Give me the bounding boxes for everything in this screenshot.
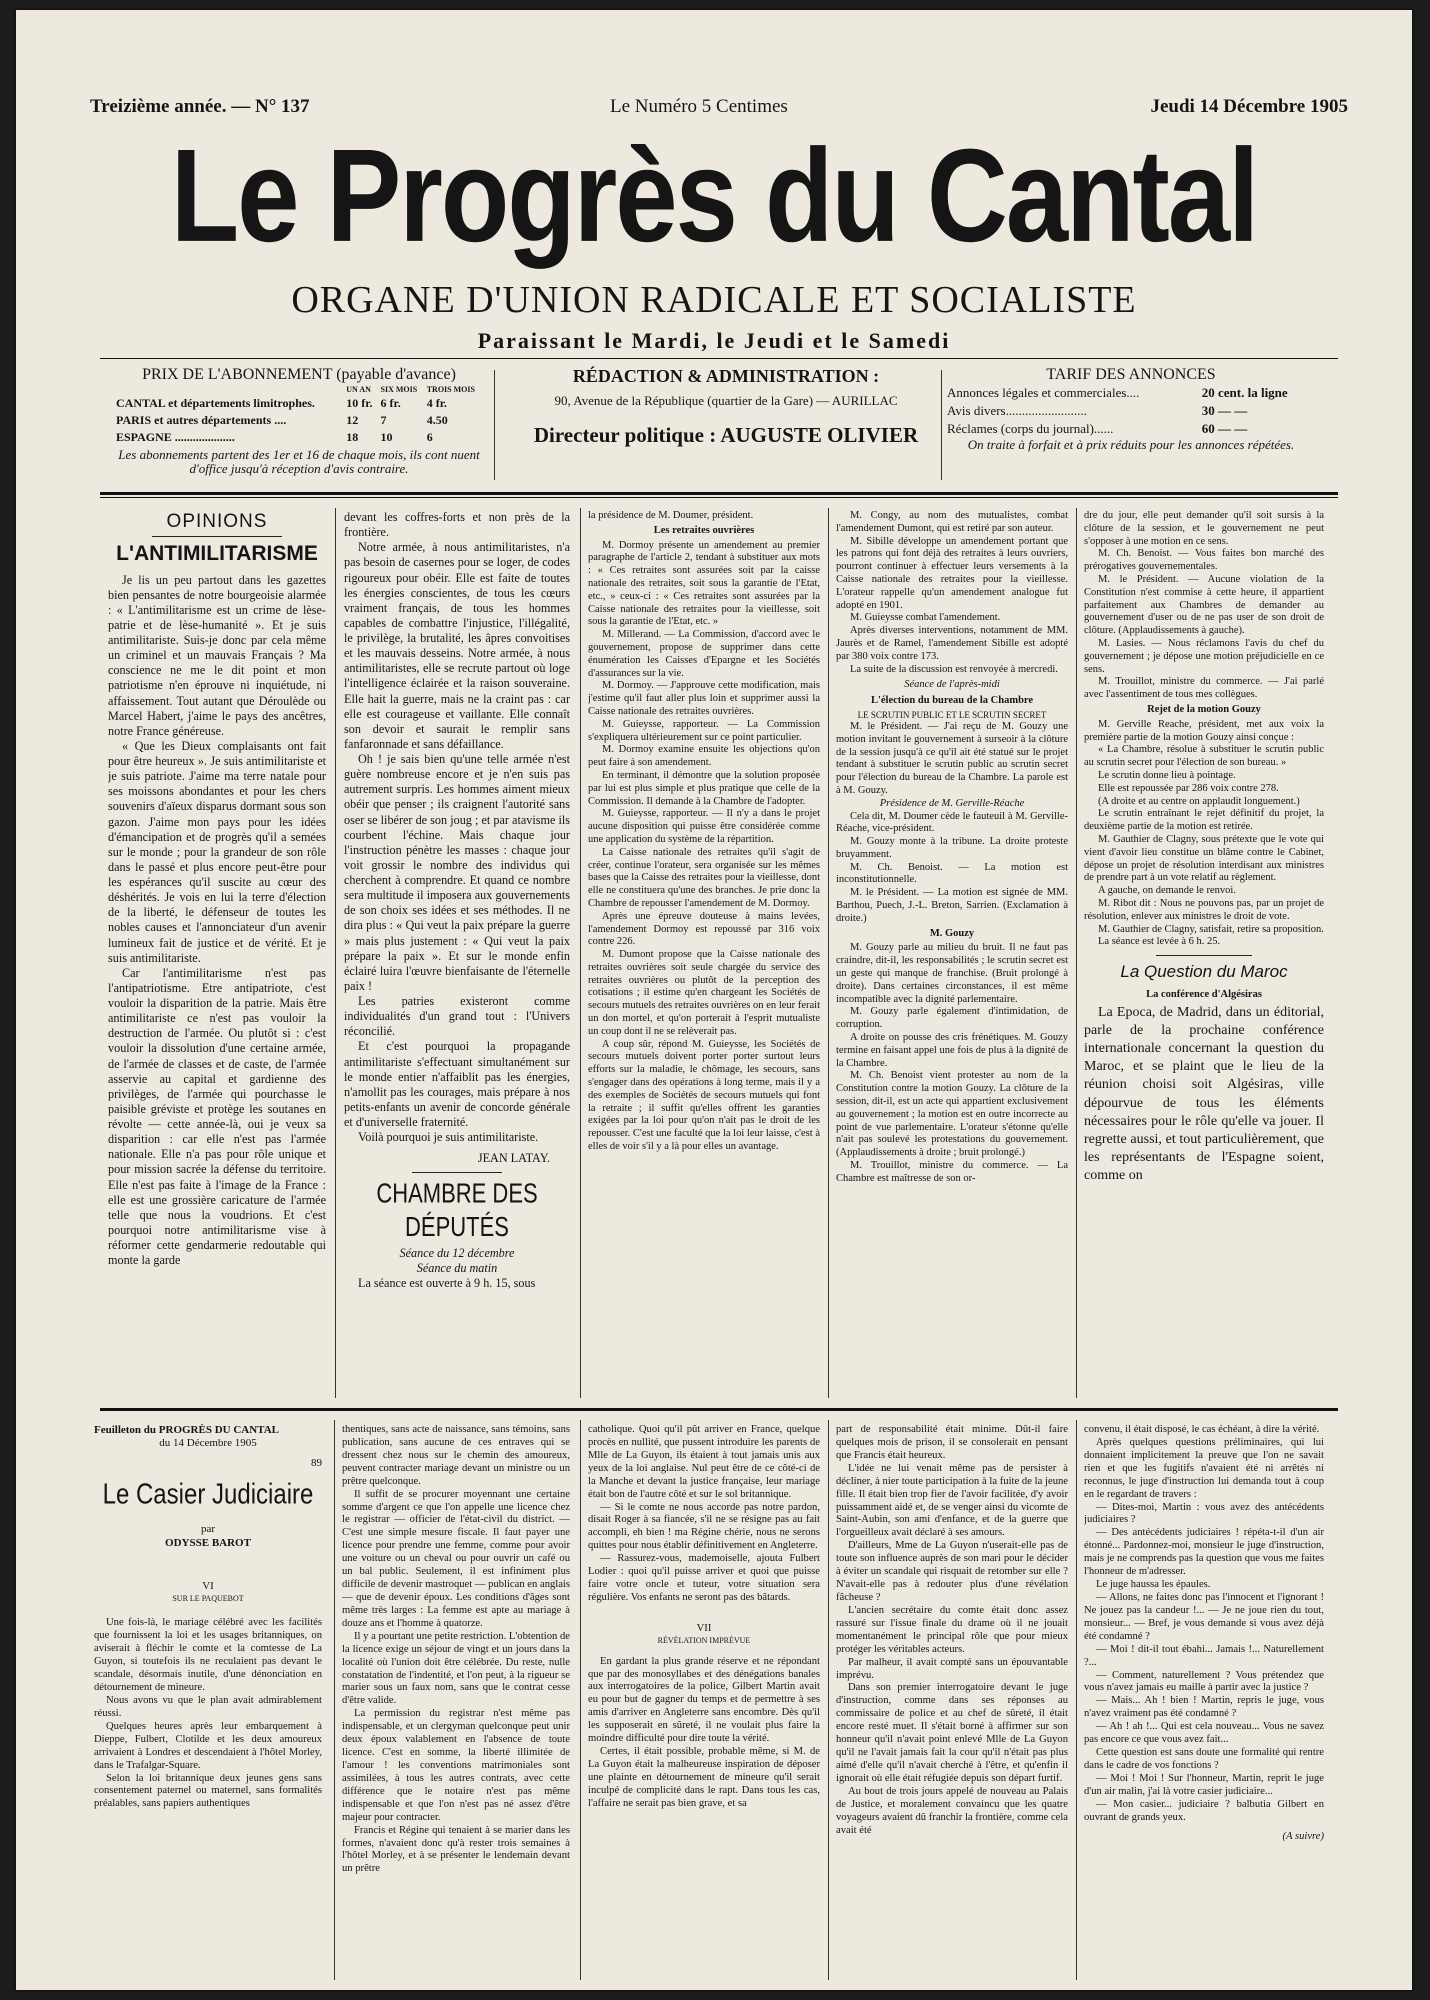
article-paragraph: M. Dormoy présente un amendement au premier paragraphe de l'article 2, tendant à substituer aux mots : « Ces retraites sont assurées soit par la caisse nationale des retraites, soit sous la garantie de l'Etat, etc., » ceux-ci : « Ces retraites sont assurées par la Caisse nationale des retraites pour la vieillesse, soit sous la garantie de l'Etat, etc. »	[588, 539, 820, 628]
article-paragraph: La Epoca, de Madrid, dans un éditorial, parle de la prochaine conférence internationale concernant la question du Maroc, et se plaint que le lieu de la réunion choisi soit Algésiras, ville dépourvue de tous les éléments nécessaires pour le rôle qu'elle va jouer. Il regrette aussi, et tout particulièrement, que les représentants de l'Espagne soient, comme on	[1084, 1004, 1324, 1184]
article-paragraph: Voilà pourquoi je suis antimilitariste.	[358, 1130, 539, 1145]
subscription-heading: PRIX DE L'ABONNEMENT (payable d'avance)	[142, 366, 456, 383]
feuilleton-date: du 14 Décembre 1905	[159, 1437, 257, 1450]
article-paragraph: Le scrutin donne lieu à pointage.	[1098, 769, 1236, 781]
article-paragraph: M. le Président. — Aucune violation de la Constitution n'est commise à cette heure, il appartient parfaitement aux Chambres de demander au gouvernement d'user ou de ne pas user de son droit de clôture. (Applaudissements à gauche).	[1084, 573, 1324, 637]
article-paragraph: M. Trouillot, ministre du commerce. — J'ai parlé avec l'assentiment de tous mes collègues.	[1084, 676, 1324, 701]
top-info-line	[90, 96, 1348, 122]
article-paragraph: M. le Président. — J'ai reçu de M. Gouzy une motion invitant le gouvernement à surseoir à la clôture de la session jusqu'à ce qu'il ait été statué sur le projet tendant à substituer le scrutin public au scrutin secret pour l'élection du bureau de la Chambre. La parole est à M. Gouzy.	[836, 720, 1068, 796]
article-paragraph: M. Gauthier de Clagny, sous prétexte que le vote qui vient d'avoir lieu constitue un blâme contre le Cabinet, dépose un projet de résolution interdisant aux ministres de prendre part à un vote relatif au règlement.	[1084, 833, 1324, 884]
article-paragraph: En terminant, il démontre que la solution proposée par lui est plus simple et plus pratique que celle de la Commission. Il demande à la Chambre de l'adopter.	[588, 769, 820, 807]
article-paragraph: M. Ch. Benoist. — La motion est inconstitutionnelle.	[836, 861, 1068, 886]
subheading: Rejet de la motion Gouzy	[1147, 703, 1261, 715]
article-paragraph: Car l'antimilitarisme n'est pas l'antipatriotisme. Etre antipatriote, c'est vouloir la disparition de la patrie. Mais être antimilitariste ce n'est pas vouloir la destruction de l'armée. Ou plutôt si : c'est vouloir la dissolution d'une certaine armée, de l'armée de classes et de caste, de l'armée asservie au capital et gardienne des privilèges, de l'armée qui pourchasse le paisible gréviste et protège les soutanes en révolte — cette année-là, oui je veux sa disparition : car elle n'est pas l'armée nationale. Elle n'a pas pour rôle unique et pour mission sacrée la défense du territoire. Elle n'est pas faite à l'image de la France : elle est une grossière caricature de l'armée telle que nous la voudrions. Et c'est pourquoi notre antimilitarisme vise à réformer cette gendarmerie redoutable qui monte la garde	[108, 965, 326, 1268]
article-paragraph: M. Guieysse combat l'amendement.	[850, 612, 1001, 624]
ad-rates-table	[946, 384, 1316, 438]
session-label: Séance du matin	[416, 1261, 498, 1276]
feuilleton-paragraph: convenu, il était disposé, le cas échéant, à dire la vérité.	[1084, 1424, 1320, 1435]
article-paragraph: Après une épreuve douteuse à mains levées, l'amendement Dormoy est repoussé par 316 voix contre 226.	[588, 910, 820, 948]
article-signature: JEAN LATAY.	[477, 1151, 550, 1166]
article-paragraph: « Que les Dieux complaisants ont fait pour être heureux ». Je suis antimilitariste et je suis patriote. J'aime ma terre natale pour ses moissons abondantes et pour les chers souvenirs d'aïeux disparus dormant sous son gazon. J'aime mon pays pour les idées d'émancipation et de progrès qu'il a semées sur le monde ; pour la grandeur de son rôle dans le passé et plus encore peut-être pour les espérances qu'il suscite au cœur des déshérités. Je vois en lui la terre d'élection de la liberté, le défenseur de toutes les nobles causes et l'annonciateur d'un avenir lumineux fait de justice et de vérité. Et je suis antimilitariste.	[108, 738, 326, 965]
subscription-row: PARIS et autres départements .... 12 7 4.50	[116, 413, 448, 427]
feuilleton-paragraph: — Comment, naturellement ? Vous prétendez que vous n'avez jamais eu maille à partir avec la justice ?	[1084, 1669, 1324, 1694]
political-director: Directeur politique : AUGUSTE OLIVIER	[533, 423, 919, 447]
feuilleton-paragraph: — Ah ! ah !... Qui est cela nouveau... Vous ne savez pas encore ce que vous avez fait...	[1084, 1721, 1324, 1746]
section-headline: La Question du Maroc	[1120, 962, 1288, 982]
article-paragraph: M. Gouzy parle également d'intimidation, de corruption.	[836, 1006, 1068, 1031]
feuilleton-paragraph: — Allons, ne faites donc pas l'innocent et l'ignorant ! Ne jouez pas la candeur !... — Je ne joue rien du tout, monsieur... — Bref, je vous demande si vous avez déjà été condamné ?	[1084, 1591, 1324, 1642]
feuilleton-paragraph: Francis et Régine qui tenaient à se marier dans les formes, n'avaient donc qu'à rester trois semaines à l'hôtel Morley, et à se présenter le lendemain devant un prêtre	[342, 1824, 570, 1875]
session-label: Séance de l'après-midi	[904, 679, 1000, 691]
feuilleton-paragraph: Le juge haussa les épaules.	[1096, 1579, 1211, 1591]
newspaper-page	[16, 10, 1412, 1990]
feuilleton-paragraph: Quelques heures après leur embarquement à Dieppe, Fulbert, Clotilde et les deux amoureux arrivaient à Londres et descendaient à l'hôtel Morley, dans le Trafalgar-Square.	[94, 1720, 322, 1771]
feuilleton-number: 89	[311, 1456, 322, 1469]
article-paragraph: M. Dormoy examine ensuite les objections qu'on peut faire à son amendement.	[588, 744, 820, 769]
feuilleton-paragraph: — Rassurez-vous, mademoiselle, ajouta Fulbert Lodier : quoi qu'il puisse arriver et quoi que puisse faire votre oncle et tuteur, votre situation sera régulière. Vos enfants ne seront pas des bâtards.	[588, 1553, 820, 1603]
feuilleton-column-2	[342, 1424, 570, 1979]
divider	[100, 358, 1338, 359]
divider	[100, 492, 1338, 495]
to-be-continued: (A suivre)	[1282, 1830, 1324, 1842]
chapter-title: RÉVÉLATION IMPRÉVUE	[657, 1635, 751, 1645]
column-5	[1084, 510, 1324, 1400]
subscription-note: Les abonnements partent des 1er et 16 de chaque mois, ils cont nuent d'office jusqu'à réception d'avis contraire.	[118, 447, 480, 477]
session-date: Séance du 12 décembre	[399, 1245, 515, 1260]
feuilleton-paragraph: L'idée ne lui venait même pas de persister à décliner, à nier toute participation à la fuite de la jeune fille. Il était bien trop fier de l'avoir facilitée, d'y avoir puissamment aidé et, de se venger ainsi du vicomte de Saint-Aubin, son ami d'enfance, et de la guerre que l'orgueilleux avait déclaré à ses amours.	[836, 1462, 1068, 1539]
article-paragraph: La séance est levée à 6 h. 25.	[1098, 936, 1221, 948]
feuilleton-paragraph: Une fois-là, le mariage célébré avec les facilités que fournissent la loi et les usages britanniques, on aviserait à fléchir le comte et la comtesse de La Guyon, si toutefois ils ne reculaient pas devant le scandale, désormais inutile, d'une dénonciation en détournement de mineure.	[94, 1617, 322, 1694]
section-headline: CHAMBRE DES DÉPUTÉS	[376, 1177, 538, 1244]
article-paragraph: La suite de la discussion est renvoyée à mercredi.	[850, 663, 1058, 675]
article-paragraph: A coup sûr, répond M. Guieysse, les Sociétés de secours mutuels doivent porter porter surtout leurs efforts sur la maladie, le chômage, les secours, sans s'engager dans des opérations à long terme, mais il y a des exemples de Sociétés de secours mutuels qui font la retraite ; il suffit qu'elles offrent les garanties exigées par la loi pour qu'on n'ait pas le droit de les repousser. C'est une faculté que la loi leur laisse, c'est à elles de voir s'il y a là pour elles un avantage.	[588, 1038, 820, 1153]
divider	[100, 497, 1338, 498]
feuilleton-paragraph: Il y a pourtant une petite restriction. L'obtention de la licence exige un séjour de vingt et un jours dans la localité où l'union doit être célébrée. Du reste, nulle constatation de l'indentité, et l'on peut, à la rigueur se marier sous un faux nom, sans que le contrat cesse d'être valide.	[342, 1630, 570, 1707]
feuilleton-paragraph: Selon la loi britannique deux jeunes gens sans consentement paternel ou maternel, sans formalités préalables, sans papiers authentiques	[94, 1772, 322, 1810]
divider	[580, 508, 581, 1398]
article-paragraph: Cela dit, M. Doumer cède le fauteuil à M. Gerville-Réache, vice-président.	[836, 810, 1068, 835]
feuilleton-paragraph: D'ailleurs, Mme de La Guyon n'userait-elle pas de toute son influence auprès de son mari pour le décider à éviter un scandale qui risquait de retomber sur elle ? N'avait-elle pas à redouter plus d'une révélation fâcheuse ?	[836, 1540, 1068, 1603]
divider	[1156, 955, 1252, 956]
chapter-number: VI	[202, 1580, 214, 1593]
divider	[828, 1420, 829, 1980]
column-1	[108, 510, 326, 1400]
article-paragraph: dre du jour, elle peut demander qu'il soit sursis à la clôture de la session, et le gouvernement ne peut s'opposer à une motion en ce sens.	[1084, 510, 1324, 547]
divider	[828, 508, 829, 1398]
article-paragraph: M. Guieysse, rapporteur. — La Commission s'expliquera ultérieurement sur ce point particulier.	[588, 718, 820, 743]
publication-frequency: Paraissant le Mardi, le Jeudi et le Samedi	[477, 328, 951, 353]
column-4	[836, 510, 1068, 1400]
article-paragraph: M. Gouzy parle au milieu du bruit. Il ne faut pas craindre, dit-il, les responsabilités ; le scrutin secret est un geste qui manque de franchise. (Bruit prolongé à droite). Dans certaines circonstances, il est même incompatible avec la dignité parlementaire.	[836, 942, 1068, 1005]
feuilleton-label: Feuilleton du PROGRÈS DU CANTAL	[94, 1424, 279, 1436]
chapter-title: SUR LE PAQUEBOT	[172, 1593, 244, 1603]
feuilleton-paragraph: Dans son premier interrogatoire devant le juge d'instruction, comme dans ses réponses au commissaire de police et au chef de sûreté, il était encore resté muet. Il s'était borné à affirmer sur son honneur qu'il n'avait point enlevé Mlle de La Guyon qu'il ne l'avait jamais fait la cour qu'il n'était pas plus aimé d'elle qu'il n'avait cherché à l'être, et qu'enfin il ignorait où elle était réfugiée depuis son départ furtif.	[836, 1682, 1068, 1784]
column-2	[344, 510, 570, 1400]
divider	[494, 370, 495, 480]
article-paragraph: M. le Président. — La motion est signée de MM. Barthou, Puech, J.-L. Breton, Sarrien. (Exclamation à droite.)	[836, 887, 1068, 924]
article-paragraph: M. Dumont propose que la Caisse nationale des retraites ouvrières soit seule chargée du service des retraites ouvrières ou plutôt de la perception des cotisations ; il estime qu'en chargeant les Sociétés de secours mutuels des retraites ouvrières on en leur ferait un don mortel, et qu'on porterait à l'esprit mutualiste un coup dont il ne se relèverait pas.	[588, 949, 820, 1037]
feuilleton-paragraph: catholique. Quoi qu'il pût arriver en France, quelque procès en nullité, que pussent introduire les parents de Mlle de La Guyon, ils étaient à tout jamais unis aux yeux de la loi anglaise. Nul peut être de ce côté-ci de la Manche et devant la justice française, leur mariage était bon de l'autre côté et sur le sol britannique.	[588, 1424, 820, 1500]
feuilleton-author: ODYSSE BAROT	[165, 1536, 251, 1549]
article-paragraph: Oh ! je sais bien qu'une telle armée n'est guère nombreuse encore et je n'en suis pas autrement surpris. Les hommes aiment mieux obéir que penser ; ils craignent l'autorité sans oser se libérer de son joug ; et par atavisme ils courbent l'échine. Mais chaque jour l'instruction pénètre les masses : chaque jour voit grossir le nombre des individus qui cherchent à comprendre. Et quand ce nombre sera multitude il imposera aux gouvernements de son choix ses idées et ses méthodes. Il ne dira plus : « Qui veut la paix prépare la guerre » mais plus justement : « Qui veut la paix prépare la paix ». Et sur le monde enfin éclairé luira l'œuvre bienfaisante de l'éternelle paix !	[344, 752, 570, 993]
ad-rates-note: On traite à forfait et à prix réduits pour les annonces répétées.	[967, 437, 1295, 452]
column-3	[588, 510, 820, 1400]
feuilleton-by: par	[200, 1523, 216, 1536]
issue-date: Jeudi 14 Décembre 1905	[1150, 96, 1348, 117]
feuilleton-paragraph: — Moi ! dit-il tout ébahi... Jamais !... Naturellement ?...	[1084, 1643, 1324, 1668]
article-paragraph: M. Millerand. — La Commission, d'accord avec le gouvernement, propose de supprimer dans cette énumération les Caisses d'Epargne et les Sociétés d'assurances sur la vie.	[588, 629, 820, 679]
article-paragraph: Le scrutin entraînant le rejet définitif du projet, la deuxième partie de la motion est retirée.	[1084, 808, 1324, 833]
divider	[334, 1420, 335, 1980]
ad-rate-row: Réclames (corps du journal)...... 60 — —	[947, 421, 1248, 436]
article-paragraph: M. Dormoy. — J'approuve cette modification, mais j'estime qu'il faut aller plus loin et supprimer aussi la Caisse nationale des retraites ouvrières.	[588, 680, 820, 717]
article-paragraph: La Caisse nationale des retraites qu'il s'agit de créer, continue l'orateur, sera organisée sur les mêmes bases que la Caisse des retraites pour la vieillesse, dont elle ne constituera qu'une des branches. Je prie donc la Chambre de repousser l'amendement de M. Dormoy.	[588, 846, 820, 909]
subscription-table: UN AN SIX MOIS TROIS MOIS CANTAL et départements limitrophes. 10 fr. 6 fr. 4 fr. PARIS et autres départements .... 12 7 4.50 ESPAGNE .................... 18 10 6	[114, 384, 484, 446]
article-paragraph: Notre armée, à nous antimilitaristes, n'a pas besoin de casernes pour se loger, de codes rigoureux pour obéir. Elle est faite de toutes les énergies conscientes, de tous les cœurs vraiment français, de tous les hommes capables de combattre l'injustice, l'illégalité, le privilège, la brutalité, les âpres convoitises et les mauvais desseins. Notre armée, à nous antimilitaristes, elle se recrute partout où loge l'intelligence éclairée et la raison souveraine. Elle hait la guerre, mais ne la craint pas : car elle est courageuse et vaillante. Elle connaît son devoir et saurait le remplir sans fanfaronnade et sans défaillance.	[344, 540, 570, 751]
article-paragraph: M. Congy, au nom des mutualistes, combat l'amendement Dumont, qui est retiré par son auteur.	[836, 510, 1068, 534]
feuilleton-paragraph: La permission du registrar n'est même pas indispensable, et un clergyman quelconque peut unir deux époux valablement en l'absence de toute licence. C'est en somme, la liberté illimitée de l'amour ! les conventions matrimoniales sont assimilées, à tous les autres contrats, avec cette différence que le notaire n'est pas même indispensable et que l'on n'est pas né assez d'être majeur pour contracter.	[342, 1708, 570, 1823]
article-paragraph: Elle est repoussée par 286 voix contre 278.	[1098, 782, 1279, 794]
masthead-title: Le Progrès du Cantal	[170, 121, 1258, 270]
article-headline: L'ANTIMILITARISME	[116, 541, 318, 565]
divider	[941, 370, 942, 480]
section-kicker: OPINIONS	[166, 511, 268, 532]
divider	[335, 508, 336, 1398]
divider	[152, 536, 283, 537]
feuilleton-paragraph: thentiques, sans acte de naissance, sans témoins, sans publication, sans aucune de ces entraves qui se dressent chez nous sur le chemin des amoureux, peuvent contracter mariage devant un ministre ou un prêtre quelconque.	[342, 1424, 570, 1487]
chapter-number: VII	[696, 1622, 712, 1634]
feuilleton-paragraph: part de responsabilité était minime. Dût-il faire quelques mois de prison, il se consolerait en pensant que Francis était heureux.	[836, 1424, 1068, 1461]
ad-rates-heading: TARIF DES ANNONCES	[1046, 366, 1216, 383]
presidency-note: Présidence de M. Gerville-Réache	[879, 797, 1025, 809]
issue-price: Le Numéro 5 Centimes	[610, 96, 788, 117]
ad-rate-row: Avis divers......................... 30 — —	[947, 403, 1248, 418]
subheading: M. Gouzy	[929, 927, 975, 939]
redaction-heading: RÉDACTION & ADMINISTRATION :	[572, 366, 880, 386]
feuilleton-column-1	[94, 1424, 322, 1979]
subscription-box	[114, 366, 484, 477]
divider	[1076, 508, 1077, 1398]
divider	[412, 1172, 502, 1173]
article-paragraph: la présidence de M. Doumer, président.	[588, 510, 754, 521]
article-paragraph: La séance est ouverte à 9 h. 15, sous	[358, 1276, 536, 1291]
feuilleton-paragraph: Par malheur, il avait compté sans un épouvantable imprévu.	[836, 1656, 1068, 1681]
divider	[1076, 1420, 1077, 1980]
article-paragraph: M. Gauthier de Clagny, satisfait, retire sa proposition.	[1098, 923, 1324, 935]
feuilleton-title: Le Casier Judiciaire	[102, 1478, 314, 1511]
divider	[580, 1420, 581, 1980]
article-paragraph: Les patries existeront comme individualités d'un grand tout : l'Univers réconcilié.	[344, 994, 570, 1039]
feuilleton-paragraph: Cette question est sans doute une formalité qui rentre dans le cadre de vos fonctions ?	[1084, 1747, 1324, 1771]
article-paragraph: Après diverses interventions, notamment de MM. Jaurès et de Ramel, l'amendement Sibille est adopté par 380 voix contre 173.	[836, 625, 1068, 662]
feuilleton-paragraph: Après quelques questions préliminaires, qui lui donnaient implicitement la preuve que l'on ne savait rien et que les fugitifs n'avaient été ni arrêtés ni reconnus, le juge d'instruction lui demanda tout à coup en le regardant de travers :	[1084, 1436, 1324, 1500]
redaction-box	[516, 366, 936, 448]
ad-rates-box	[946, 366, 1316, 452]
article-paragraph: « La Chambre, résolue à substituer le scrutin public au scrutin secret pour l'élection de son bureau. »	[1084, 744, 1324, 769]
article-paragraph: A gauche, on demande le renvoi.	[1098, 885, 1236, 897]
article-paragraph: M. Ribot dit : Nous ne pouvons pas, par un projet de résolution, enlever aux ministres le droit de vote.	[1084, 897, 1324, 922]
feuilleton-column-4	[836, 1424, 1068, 1979]
feuilleton-paragraph: — Mon casier... judiciaire ? balbutia Gilbert en ouvrant de grands yeux.	[1084, 1798, 1324, 1823]
feuilleton-paragraph: L'ancien secrétaire du comte était donc assez rassuré sur l'issue finale du drame où il ne jouait momentanément le principal rôle que pour mieux protéger les véritables acteurs.	[836, 1604, 1068, 1655]
feuilleton-paragraph: — Si le comte ne nous accorde pas notre pardon, disait Roger à sa fiancée, s'il ne se résigne pas au fait accompli, eh bien ! ma Régine chérie, nous ne serons quittes pour nous établir définitivement en Angleterre.	[588, 1501, 820, 1552]
article-paragraph: (A droite et au centre on applaudit longuement.)	[1098, 795, 1300, 807]
feuilleton-paragraph: Au bout de trois jours appelé de nouveau au Palais de Justice, et moralement convaincu que les quatre voyageurs avaient dû franchir la frontière, comme cela avait été	[836, 1785, 1068, 1836]
feuilleton-paragraph: Il suffit de se procurer moyennant une certaine somme d'argent ce que l'on appelle une licence chez le registrar — officier de l'état-civil du district. — C'est une simple mesure fiscale. Il faut payer une licence pour prendre une femme, comme pour avoir une voiture ou un cheval ou pour ouvrir un café ou un bal public. Seulement, il est infiniment plus difficile de devenir mastroquet — publican en anglais — que de devenir époux. Les conditions d'âges sont même très larges : La femme est apte au mariage à douze ans et l'homme à quatorze.	[342, 1488, 570, 1629]
article-paragraph: M. Sibille développe un amendement portant que les patrons qui font déjà des retraites à leurs ouvriers, pourront continuer à effectuer leurs versements à la Caisse nationale des retraites pour la vieillesse. L'orateur rappelle qu'un amendement analogue fut adopté en 1901.	[836, 535, 1068, 611]
feuilleton-column-3	[588, 1424, 820, 1979]
redaction-address: 90, Avenue de la République (quartier de la Gare) — AURILLAC	[554, 393, 898, 408]
feuilleton-paragraph: Nous avons vu que le plan avait admirablement réussi.	[94, 1694, 322, 1719]
article-paragraph: M. Ch. Benoist. — Vous faites bon marché des prérogatives gouvernementales.	[1084, 548, 1324, 573]
article-paragraph: M. Guieysse, rapporteur. — Il n'y a dans le projet aucune disposition qui puisse être considérée comme une application du système de la répartition.	[588, 808, 820, 845]
subheading: L'élection du bureau de la Chambre	[870, 695, 1034, 707]
article-paragraph: devant les coffres-forts et non près de la frontière.	[344, 510, 570, 540]
feuilleton-column-5	[1084, 1424, 1324, 1979]
article-paragraph: M. Lasies. — Nous réclamons l'avis du chef du gouvernement ; je dépose une motion préjudicielle en ce sens.	[1084, 637, 1324, 675]
masthead-subtitle: ORGANE D'UNION RADICALE ET SOCIALISTE	[291, 279, 1137, 321]
feuilleton-paragraph: — Des antécédents judiciaires ! répéta-t-il d'un air étonné... Pardonnez-moi, monsieur le juge d'instruction, mais je ne comprends pas la question que vous me faites l'honneur de m'adresser.	[1084, 1527, 1324, 1578]
article-paragraph: M. Gerville Reache, président, met aux voix la première partie de la motion Gouzy ainsi conçue :	[1084, 718, 1324, 743]
subscription-row: ESPAGNE .................... 18 10 6	[116, 430, 433, 444]
subscription-row: CANTAL et départements limitrophes. 10 fr. 6 fr. 4 fr.	[116, 396, 447, 410]
article-paragraph: Et c'est pourquoi la propagande antimilitariste s'effectuant simultanément sur le monde entier n'affaiblit pas les énergies, n'amollit pas les courages, mais prépare à nos petits-enfants un avenir de concorde générale et d'universelle fraternité.	[344, 1039, 570, 1129]
feuilleton-paragraph: En gardant la plus grande réserve et ne répondant que par des monosyllabes et des dénégations banales aux interrogatoires de la police, Gilbert Martin avait eu pour but de gagner du temps et de permettre à ses amis d'arriver en Angleterre sans encombre. Dès qu'il les supposerait en sûreté, il ne voulait plus faire la moindre difficulté pour dire toute la vérité.	[588, 1655, 820, 1745]
article-paragraph: Je lis un peu partout dans les gazettes bien pensantes de notre bourgeoisie alarmée : « L'antimilitarisme est un crime de lèse-patrie et de lèse-humanité ». Et je suis antimilitariste. Suis-je donc par cela même un criminel et un mauvais Français ? Ma conscience ne me le dit point et mon patriotisme n'en éprouve ni inquiétude, ni affaissement. Tout autant que Déroulède ou Marcel Habert, j'aime le pays des ancêtres, notre France généreuse.	[108, 572, 326, 738]
feuilleton-paragraph: — Moi ! Moi ! Sur l'honneur, Martin, reprit le juge d'un air malin, j'ai là votre casier judiciaire...	[1084, 1772, 1324, 1797]
article-paragraph: A droite on pousse des cris frénétiques. M. Gouzy termine en faisant appel une fois de plus à la dignité de la Chambre.	[836, 1032, 1068, 1069]
article-paragraph: M. Trouillot, ministre du commerce. — La Chambre est maîtresse de son or-	[836, 1160, 1068, 1184]
feuilleton-paragraph: — Dites-moi, Martin : vous avez des antécédents judiciaires ?	[1084, 1501, 1324, 1526]
ad-rate-row: Annonces légales et commerciales.... 20 cent. la ligne	[947, 385, 1288, 400]
issue-number: Treizième année. — N° 137	[90, 96, 310, 117]
subheading: La conférence d'Algésiras	[1146, 988, 1262, 1000]
article-paragraph: M. Ch. Benoist vient protester au nom de la Constitution contre la motion Gouzy. La clôture de la session, dit-il, est un acte qui appartient exclusivement au gouvernement ; la motion est en outre incorrecte au point de vue parlementaire. L'orateur s'étonne qu'elle n'ait pas soulevé les protestations du gouvernement. (Applaudissements à droite ; bruit prolongé.)	[836, 1070, 1068, 1159]
article-paragraph: M. Gouzy monte à la tribune. La droite proteste bruyamment.	[836, 836, 1068, 860]
feuilleton-paragraph: Certes, il était possible, probable même, si M. de La Guyon était la malheureuse inspiration de déposer une plainte en détournement de mineure qu'il serait inculpé de complicité dans le rapt. Dans tous les cas, l'affaire ne serait pas bien grave, et sa	[588, 1746, 820, 1809]
subheading: Les retraites ouvrières	[653, 524, 755, 536]
feuilleton-paragraph: — Mais... Ah ! bien ! Martin, repris le juge, vous n'avez vraiment pas été condamné ?	[1084, 1695, 1324, 1720]
subheading-small: LE SCRUTIN PUBLIC ET LE SCRUTIN SECRET	[857, 709, 1047, 720]
divider	[100, 1408, 1338, 1411]
